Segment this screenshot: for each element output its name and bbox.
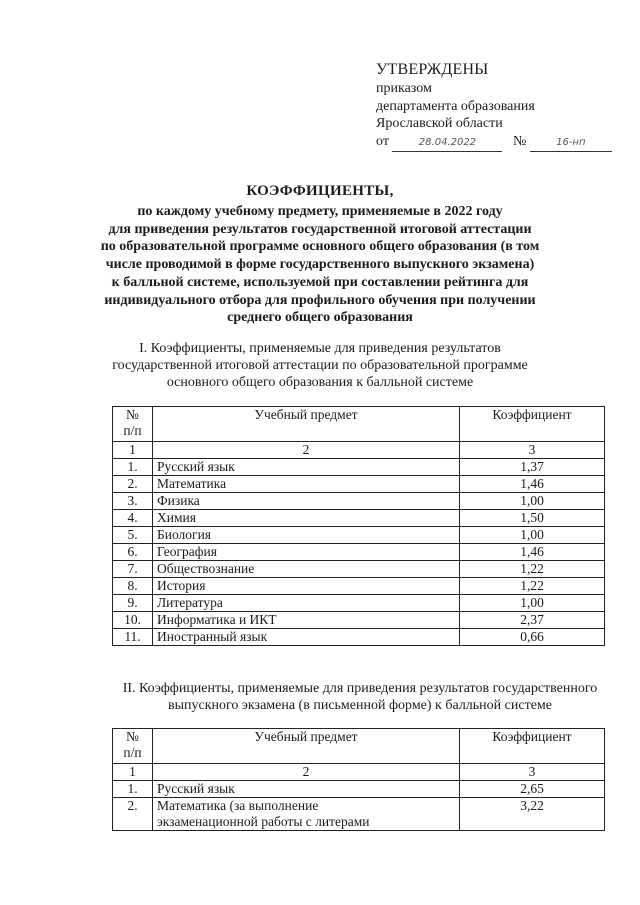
table-header-row (113, 407, 605, 442)
table-row (113, 544, 605, 561)
row-subject: Биология (153, 527, 460, 544)
row-subject-line: Математика (за выполнение (157, 798, 319, 813)
table-row (113, 781, 605, 798)
section-2-line: II. Коэффициенты, применяемые для приведения результатов государственного (122, 681, 598, 696)
table-row (113, 476, 605, 493)
row-coefficient: 2,37 (460, 612, 605, 629)
row-coefficient: 1,22 (460, 561, 605, 578)
row-coefficient: 3,22 (460, 798, 605, 831)
document-title (100, 182, 540, 327)
row-subject: Информатика и ИКТ (153, 612, 460, 629)
row-coefficient: 1,00 (460, 493, 605, 510)
header-coefficient: Коэффициент (460, 729, 605, 764)
section-1-line: государственной итоговой аттестации по образовательной программе (112, 358, 528, 373)
from-label: от (376, 133, 389, 149)
approval-line-2: департамента образования (376, 98, 535, 114)
index-cell: 3 (460, 442, 605, 459)
row-number: 9. (113, 595, 153, 612)
row-coefficient: 1,00 (460, 595, 605, 612)
table-row (113, 629, 605, 646)
title-line: к балльной системе, используемой при составлении рейтинга для (111, 274, 529, 290)
approval-heading: УТВЕРЖДЕНЫ (376, 61, 489, 78)
approval-date-line (376, 133, 612, 153)
row-coefficient: 1,46 (460, 544, 605, 561)
title-main: КОЭФФИЦИЕНТЫ, (246, 183, 394, 199)
row-subject (153, 798, 460, 831)
table-row (113, 459, 605, 476)
row-number: 1. (113, 781, 153, 798)
handwritten-number: 16-нп (530, 134, 612, 153)
row-coefficient: 1,50 (460, 510, 605, 527)
row-subject: Химия (153, 510, 460, 527)
row-number: 1. (113, 459, 153, 476)
row-subject: Иностранный язык (153, 629, 460, 646)
row-number: 2. (113, 798, 153, 831)
coefficients-table-1 (112, 406, 605, 646)
title-line: числе проводимой в форме государственного выпускного экзамена) (105, 257, 535, 273)
row-number: 5. (113, 527, 153, 544)
row-number: 10. (113, 612, 153, 629)
table-row (113, 493, 605, 510)
index-cell: 2 (153, 442, 460, 459)
title-line: по каждому учебному предмету, применяемые в 2022 году (137, 204, 503, 219)
row-number: 4. (113, 510, 153, 527)
header-subject: Учебный предмет (153, 729, 460, 764)
table-row (113, 510, 605, 527)
section-1-line: I. Коэффициенты, применяемые для приведения результатов (139, 341, 501, 356)
header-number-symbol: № (126, 729, 139, 744)
row-coefficient: 1,37 (460, 459, 605, 476)
row-subject: География (153, 544, 460, 561)
table-index-row (113, 442, 605, 459)
row-coefficient: 1,22 (460, 578, 605, 595)
header-coefficient: Коэффициент (460, 407, 605, 442)
table-row (113, 527, 605, 544)
row-number: 7. (113, 561, 153, 578)
row-number: 11. (113, 629, 153, 646)
table-row (113, 595, 605, 612)
table-header-row (113, 729, 605, 764)
row-number: 8. (113, 578, 153, 595)
index-cell: 2 (153, 764, 460, 781)
row-subject: Русский язык (153, 781, 460, 798)
row-subject: Математика (153, 476, 460, 493)
approval-line-1: приказом (376, 81, 432, 96)
row-subject-line: экзаменационной работы с литерами (157, 814, 370, 829)
number-label: № (512, 133, 527, 149)
row-subject: История (153, 578, 460, 595)
header-number-abbr: п/п (123, 423, 142, 438)
coefficients-table-2 (112, 728, 605, 831)
row-coefficient: 0,66 (460, 629, 605, 646)
table-row (113, 612, 605, 629)
title-line: для приведения результатов государственной итоговой аттестации (108, 221, 532, 237)
header-subject: Учебный предмет (153, 407, 460, 442)
index-cell: 3 (460, 764, 605, 781)
header-number (113, 729, 153, 764)
handwritten-date: 28.04.2022 (392, 134, 502, 153)
row-number: 3. (113, 493, 153, 510)
row-number: 2. (113, 476, 153, 493)
header-number-symbol: № (126, 407, 139, 422)
approval-stamp (376, 60, 612, 152)
title-line: по образовательной программе основного общего образования (в том (100, 239, 540, 255)
row-coefficient: 1,46 (460, 476, 605, 493)
approval-line-3: Ярославской области (376, 116, 503, 132)
index-cell: 1 (113, 442, 153, 459)
section-2-line: выпускного экзамена (в письменной форме) к балльной системе (168, 698, 552, 713)
title-line: среднего общего образования (227, 310, 413, 326)
table-index-row (113, 764, 605, 781)
title-line: индивидуального отбора для профильного обучения при получении (104, 292, 536, 308)
table-row (113, 561, 605, 578)
row-subject: Русский язык (153, 459, 460, 476)
index-cell: 1 (113, 764, 153, 781)
row-coefficient: 2,65 (460, 781, 605, 798)
section-1-line: основного общего образования к балльной системе (166, 375, 474, 390)
table-row (113, 578, 605, 595)
row-coefficient: 1,00 (460, 527, 605, 544)
section-1-heading (110, 340, 530, 391)
table-row (113, 798, 605, 831)
header-number-abbr: п/п (123, 745, 142, 760)
row-subject: Литература (153, 595, 460, 612)
header-number (113, 407, 153, 442)
row-subject: Физика (153, 493, 460, 510)
section-2-heading (100, 680, 620, 714)
row-subject: Обществознание (153, 561, 460, 578)
row-number: 6. (113, 544, 153, 561)
